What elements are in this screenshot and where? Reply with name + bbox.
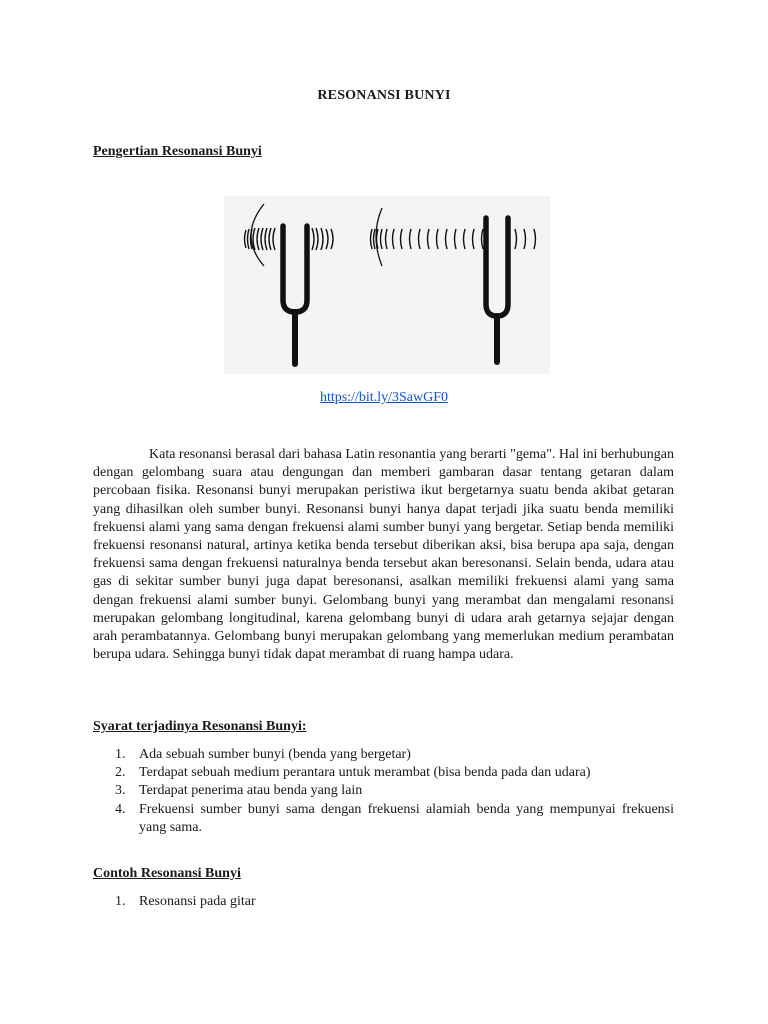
examples-list (93, 893, 674, 911)
list-item: 3. Terdapat penerima atau benda yang lain (115, 783, 363, 799)
body-paragraph: Kata resonansi berasal dari bahasa Latin resonantia yang berarti "gema". Hal ini berhubungan dengan gelombang suara atau dengungan dan memberi gambaran dasar tentang getaran dalam percobaan fisika. Resonansi bunyi merupakan peristiwa ikut bergetarnya suatu benda akibat getaran yang dihasilkan oleh sumber bunyi. Resonansi bunyi hanya dapat terjadi jika suatu benda memiliki frekuensi alami yang sama dengan frekuensi alami sumber bunyi yang bergetar. Setiap benda memiliki frekuensi resonansi natural, artinya ketika benda tersebut diberikan aksi, bisa berupa apa saja, dengan frekuensi sama dengan frekuensi naturalnya benda tersebut akan beresonansi. Selain benda, udara atau gas di sekitar sumber bunyi juga dapat beresonansi, asalkan memiliki frekuensi alami yang sama dengan frekuensi alami sumber bunyi. Gelombang bunyi yang merambat dan mengalami resonansi merupakan gelombang longitudinal, karena gelombang bunyi di udara arah getarnya sejajar dengan arah perambatannya. Gelombang bunyi merupakan gelombang yang memerlukan medium perambatan berupa udara. Sehingga bunyi tidak dapat merambat di ruang hampa udara. (93, 447, 674, 663)
conditions-list (93, 746, 674, 837)
list-item: 1. Resonansi pada gitar (115, 894, 256, 909)
section-heading-contoh: Contoh Resonansi Bunyi (93, 866, 241, 881)
list-item: 1. Ada sebuah sumber bunyi (benda yang bergetar) (115, 747, 411, 762)
tuning-fork-illustration (224, 196, 550, 374)
section-heading-pengertian: Pengertian Resonansi Bunyi (93, 144, 262, 159)
list-item: 2. Terdapat sebuah medium perantara untuk merambat (bisa benda pada dan udara) (115, 765, 591, 781)
list-item: 4. Frekuensi sumber bunyi sama dengan frekuensi alamiah benda yang mempunyai frekuensi yang sama. (115, 801, 674, 835)
section-heading-syarat: Syarat terjadinya Resonansi Bunyi: (93, 719, 307, 734)
document-title: RESONANSI BUNYI (317, 88, 451, 103)
figure-source-link[interactable]: https://bit.ly/3SawGF0 (320, 390, 448, 405)
